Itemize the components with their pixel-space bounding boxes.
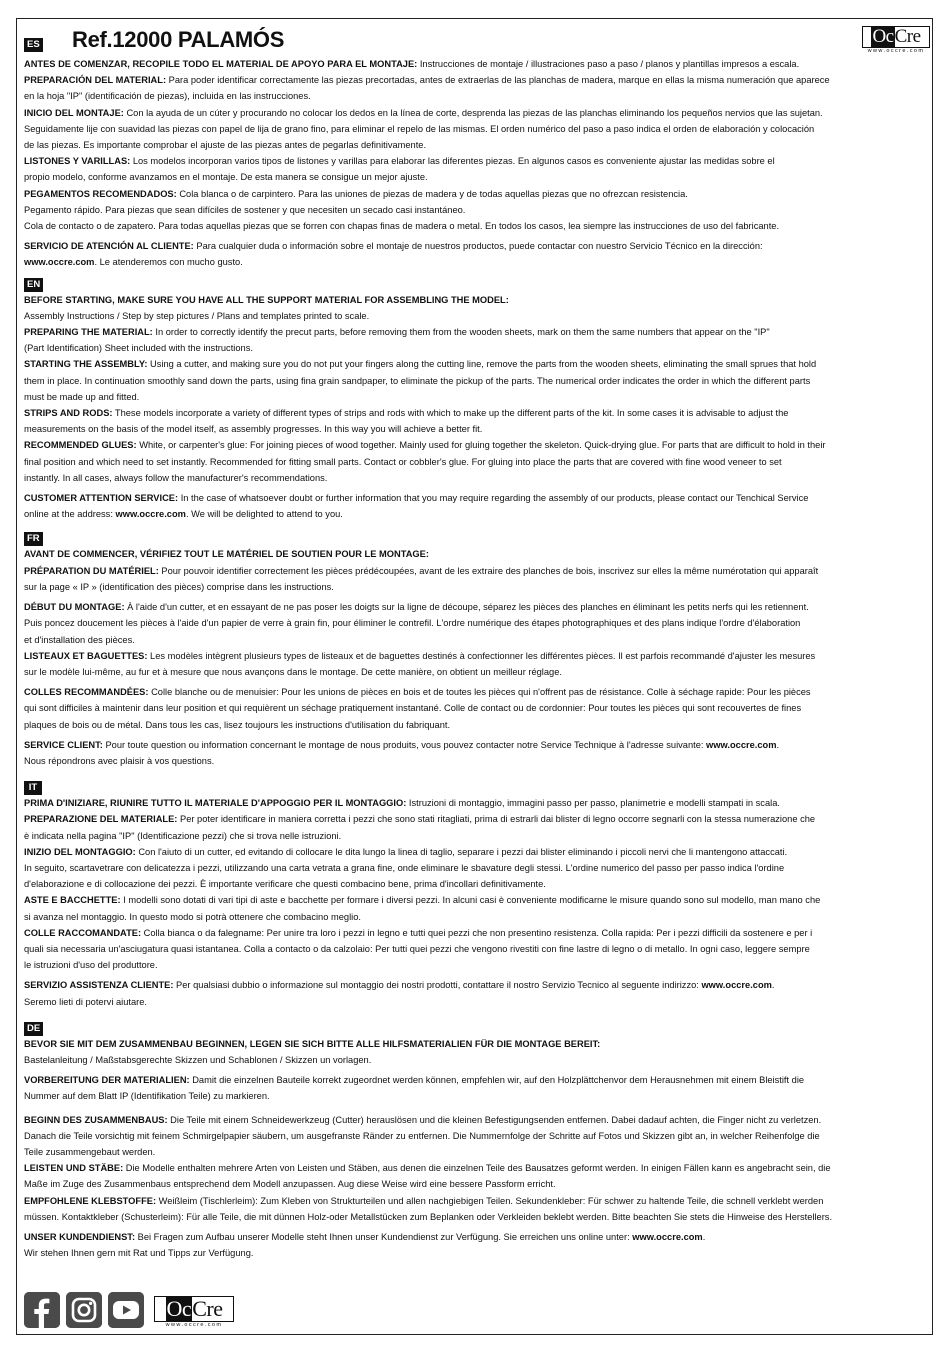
es-service-l2: www.occre.com. Le atenderemos con mucho gusto. — [24, 257, 243, 268]
it-support-material: PRIMA D'INIZIARE, RIUNIRE TUTTO IL MATERIALE D'APPOGGIO PER IL MONTAGGIO: Istruzioni di montaggio, immagini passo per passo, planimetrie e modelli stampati in scala. — [24, 798, 780, 809]
es-preparation-l2: en la hoja "IP" (identificación de piezas), incluida en las instrucciones. — [24, 91, 311, 102]
en-glues: RECOMMENDED GLUES: White, or carpenter's glue: For joining pieces of wood together. Mainly used for gluing together the skeleton. Quick-drying glue. For parts that are difficult to hold in their — [24, 440, 826, 451]
en-support-material: BEFORE STARTING, MAKE SURE YOU HAVE ALL THE SUPPORT MATERIAL FOR ASSEMBLING THE MODEL: — [24, 294, 509, 305]
document-header — [24, 26, 932, 56]
de-support-material: BEVOR SIE MIT DEM ZUSAMMENBAU BEGINNEN, LEGEN SIE SICH BITTE ALLE HILFSMATERIALIEN FÜR DIE MONTAGE BEREIT: — [24, 1038, 601, 1049]
de-service: UNSER KUNDENDIENST: Bei Fragen zum Aufbau unserer Modelle steht Ihnen unser Kundendienst zur Verfügung. Sie erreichen uns online unter: www.occre.com. — [24, 1232, 706, 1242]
de-start-l3: Teile zusammengebaut werden. — [24, 1146, 156, 1157]
instagram-icon[interactable] — [66, 1292, 102, 1328]
it-start-l2: In seguito, scartavetrare con delicatezza i pezzi, utilizzando una carta vetrata a grana fine, onde eliminare le sbavature degli stessi. L'ordine numerico del passo per passo indica l'ordine — [24, 862, 785, 873]
fr-strips-l2: sur le modèle lui-même, au fur et à mesure que nous avançons dans le montage. De cette manière, on obtient un meilleur réglage. — [24, 666, 562, 677]
lang-tag-de: DE — [24, 1022, 43, 1036]
en-glues-l2: final position and which need to set instantly. Recommended for fitting small parts. Contact or cobbler's glue. For gluing into place the parts that are covered with fine wood veneer to set — [24, 456, 782, 467]
document-title: Ref.12000 PALAMÓS — [72, 27, 285, 52]
section-es — [24, 56, 932, 271]
es-glues: PEGAMENTOS RECOMENDADOS: Cola blanca o de carpintero. Para las uniones de piezas de madera y de todas aquellas piezas que no ofrezcan resistencia. — [24, 188, 688, 199]
it-start-l3: d'elaborazione e di collocazione dei pezzi. È importante verificare che questi combacino bene, prima d'incollari definitivamente. — [24, 879, 546, 890]
en-service-l2: online at the address: www.occre.com. We will be delighted to attend to you. — [24, 509, 343, 520]
es-service: SERVICIO DE ATENCIÓN AL CLIENTE: Para cualquier duda o información sobre el montaje de nuestros productos, puede contactar con nuestro Servicio Técnico en la dirección: — [24, 241, 763, 252]
de-service-l2: Wir stehen Ihnen gern mit Rat und Tipps zur Verfügung. — [24, 1248, 254, 1259]
footer-logo-cre: Cre — [192, 1296, 223, 1321]
es-strips: LISTONES Y VARILLAS: Los modelos incorporan varios tipos de listones y varillas para elaborar las diferentes piezas. En algunos casos es conveniente ajustar las medidas sobre el — [24, 156, 775, 167]
fr-preparation-l2: sur la page « IP » (identification des pièces) comprise dans les instructions. — [24, 581, 334, 592]
it-glues: COLLE RACCOMANDATE: Colla bianca o da falegname: Per unire tra loro i pezzi in legno e tutti quei pezzi che non presentino resistenza. Colla rapida: Per i pezzi difficili da sostenere e per i — [24, 927, 813, 938]
section-fr — [24, 546, 932, 769]
de-start-l2: Danach die Teile vorsichtig mit feinem Schmirgelpapier säubern, um ausgefranste Ränder zu entfernen. Die Nummernfolge der Schritte auf Fotos und Skizzen gibt an, in welcher Reihenfolge die — [24, 1130, 820, 1141]
section-en — [24, 292, 932, 523]
it-preparation: PREPARAZIONE DEL MATERIALE: Per poter identificare in maniera corretta i pezzi che sono stati ritagliati, prima di estrarli dai blister di legno occorre segnarli con la stessa numerazione che — [24, 814, 816, 825]
section-it — [24, 795, 932, 1010]
en-strips: STRIPS AND RODS: These models incorporate a variety of different types of strips and rods with which to make up the different parts of the kit. In some cases it is advisable to adjust the — [24, 408, 789, 419]
facebook-icon[interactable] — [24, 1292, 60, 1328]
occre-footer-logo — [154, 1296, 234, 1328]
it-glues-l3: le istruzioni d'uso del produttore. — [24, 960, 158, 971]
fr-start-l2: Puis poncez doucement les pièces à l'aide d'un papier de verre à grain fin, pour éliminer le contrefil. L'ordre numérique des étapes photographiques et des plans indique l'ordre d'élaboration — [24, 618, 801, 629]
fr-glues-l2: qui sont difficiles à maintenir dans leur position et qui requièrent un séchage pratiquement instantané. Colle de contact ou de cordonnier: Pour toutes les pièces qui sont recouvertes de fines — [24, 703, 802, 714]
it-service-l2: Seremo lieti di potervi aiutare. — [24, 996, 147, 1007]
it-service: SERVIZIO ASSISTENZA CLIENTE: Per qualsiasi dubbio o informazione sul montaggio dei nostri prodotti, contattare il nostro Servizio Tecnico al seguente indirizzo: www.occre.com. — [24, 980, 775, 991]
lang-tag-en: EN — [24, 278, 43, 292]
de-start: BEGINN DES ZUSAMMENBAUS: Die Teile mit einem Schneidewerkzeug (Cutter) herauslösen und die kleinen Befestigungsenden entfernen. Dabei dadauf achten, die Finger nicht zu verletzen. — [24, 1114, 822, 1125]
fr-start: DÉBUT DU MONTAGE: À l'aide d'un cutter, et en essayant de ne pas poser les doigts sur la ligne de découpe, séparez les pièces des planches en éliminant les petits nerfs qui les retiennent. — [24, 602, 809, 613]
es-strips-l2: propio modelo, conforme avanzamos en el montaje. De esta manera se consigue un mejor ajuste. — [24, 172, 428, 183]
es-start: INICIO DEL MONTAJE: Con la ayuda de un cúter y procurando no colocar los dedos en la línea de corte, desprenda las piezas de las planchas eliminando los pequeños nervios que las sujetan. — [24, 107, 823, 118]
logo-oc: Oc — [872, 26, 894, 47]
en-start-l2: them in place. In continuation smoothly sand down the parts, using fina grain sandpaper, to eliminate the pickup of the parts. The numerical order indicates the order in which the different parts — [24, 375, 811, 386]
de-strips-l2: Maße im Zuge des Zusammenbaus entsprechend dem Modell anzupassen. Aug diese Weise wird eine bessere Passform erricht. — [24, 1179, 556, 1190]
lang-tag-es-header: ES — [24, 38, 43, 52]
fr-preparation: PRÉPARATION DU MATÉRIEL: Pour pouvoir identifier correctement les pièces prédécoupées, avant de les extraire des planches de bois, inscrivez sur elles la même numérotation qui apparaît — [24, 565, 819, 576]
lang-tag-it: IT — [24, 781, 42, 795]
footer-logo-url: www.occre.com — [165, 1322, 223, 1328]
en-strips-l2: measurements on the basis of the model itself, as assembly progresses. In this way you will achieve a better fit. — [24, 424, 483, 435]
youtube-icon[interactable] — [108, 1292, 144, 1328]
section-de — [24, 1036, 932, 1262]
fr-service-l2: Nous répondrons avec plaisir à vos questions. — [24, 755, 215, 766]
it-preparation-l2: è indicata nella pagina "IP" (Identificazione pezzi) che si trova nelle istruzioni. — [24, 830, 342, 841]
it-strips: ASTE E BACCHETTE: I modelli sono dotati di vari tipi di aste e bacchette per formare i diversi pezzi. In alcuni casi è conveniente modificarne le misure quando sono sul modello, man mano che — [24, 895, 821, 906]
de-glues: EMPFOHLENE KLEBSTOFFE: Weißleim (Tischlerleim): Zum Kleben von Strukturteilen und allen nachgiebigen Teilen. Sekundenkleber: Für schwer zu haltende Teile, die schnell verklebt werden — [24, 1195, 824, 1206]
de-preparation-l2: Nummer auf dem Blatt IP (Identifikation Teile) zu markieren. — [24, 1091, 270, 1102]
de-glues-l2: müssen. Kontaktkleber (Schusterleim): Für alle Teile, die mit dünnen Holz-oder Metallstücken zum Beplanken oder Verkleiden beklebt werden. Bitte beachten Sie stets die Hinweise des Herstellers. — [24, 1211, 833, 1222]
fr-glues-l3: plaques de bois ou de métal. Dans tous les cas, lisez toujours les instructions d'utilisation du fabriquant. — [24, 719, 451, 730]
de-preparation: VORBEREITUNG DER MATERIALIEN: Damit die einzelnen Bauteile korrekt zugeordnet werden können, empfehlen wir, auf den Holzplättchenvor dem Herausnehmen mit einem Bleistift die — [24, 1075, 805, 1086]
it-glues-l2: quali sia necessaria un'asciugatura quasi istantanea. Colla a contacto o da calzolaio: Per tutti quei pezzi che vengono rivestiti con fine lastre di legno o di metallo. In ogni caso, leggere sempre — [24, 943, 810, 954]
fr-start-l3: et d'installation des pièces. — [24, 634, 135, 645]
document-body — [24, 26, 932, 1261]
es-glues-l3: Cola de contacto o de zapatero. Para todas aquellas piezas que se forren con chapas finas de madera o metal. En todos los casos, lea siempre las instrucciones de uso del fabricante. — [24, 221, 780, 232]
en-preparation-l2: (Part Identification) Sheet included with the instructions. — [24, 343, 253, 354]
logo-url: www.occre.com — [867, 48, 925, 54]
occre-logo — [862, 26, 930, 54]
footer-logo-oc: Oc — [166, 1296, 192, 1321]
lang-tag-fr: FR — [24, 532, 43, 546]
es-start-l2: Seguidamente lije con suavidad las piezas con papel de lija de grano fino, para eliminar el repelo de las mismas. El orden numérico del paso a paso indica el orden de elaboración y colocación — [24, 123, 815, 134]
de-support-material-l2: Bastelanleitung / Maßstabsgerechte Skizzen und Schablonen / Skizzen un vorlagen. — [24, 1054, 372, 1065]
fr-service: SERVICE CLIENT: Pour toute question ou information concernant le montage de nous produits, vous pouvez contacter notre Service Technique à l'adresse suivante: www.occre.com. — [24, 739, 780, 750]
es-support-material: ANTES DE COMENZAR, RECOPILE TODO EL MATERIAL DE APOYO PARA EL MONTAJE: Instrucciones de montaje / illustraciones paso a paso / planos y plantillas impresos a escala. — [24, 59, 800, 69]
de-strips: LEISTEN UND STÄBE: Die Modelle enthalten mehrere Arten von Leisten und Stäben, aus denen die einzelnen Teile des Bausatzes geformt werden. In einigen Fällen kann es angebracht sein, die — [24, 1163, 831, 1174]
en-service: CUSTOMER ATTENTION SERVICE: In the case of whatsoever doubt or further information that you may require regarding the assembly of our products, please contact our Tenchical Service — [24, 493, 809, 504]
logo-cre: Cre — [894, 26, 921, 47]
es-preparation: PREPARACIÓN DEL MATERIAL: Para poder identificar correctamente las piezas precortadas, antes de extraerlas de las planchas de madera, marque en ellas la misma numeración que aparece — [24, 75, 830, 86]
fr-support-material: AVANT DE COMMENCER, VÉRIFIEZ TOUT LE MATÉRIEL DE SOUTIEN POUR LE MONTAGE: — [24, 549, 429, 560]
en-start-l3: must be made up and fitted. — [24, 391, 140, 402]
it-start: INIZIO DEL MONTAGGIO: Con l'aiuto di un cutter, ed evitando di collocare le dita lungo la linea di taglio, separare i pezzi dai blister eliminando i piccoli nervi che li mantengono attaccati. — [24, 846, 788, 857]
fr-glues: COLLES RECOMMANDÉES: Colle blanche ou de menuisier: Pour les unions de pièces en bois et de toutes les pièces qui n'offrent pas de résistance. Colle à séchage rapide: Pour les pièces — [24, 687, 811, 698]
fr-strips: LISTEAUX ET BAGUETTES: Les modèles intègrent plusieurs types de listeaux et de baguettes destinés à confectionner les différentes pièces. Il est parfois recommandé d'ajuster les mesures — [24, 650, 816, 661]
es-glues-l2: Pegamento rápido. Para piezas que sean difíciles de sostener y que necesiten un secado casi instantáneo. — [24, 204, 466, 215]
it-strips-l2: si avanza nel montaggio. In questo modo si potrà ottenere che combacino meglio. — [24, 911, 361, 922]
es-start-l3: de las piezas. Es importante comprobar el ajuste de las piezas antes de pegarlas definitivamente. — [24, 140, 427, 151]
en-preparation: PREPARING THE MATERIAL: In order to correctly identify the precut parts, before removing them from the wooden sheets, mark on them the same numbers that appear on the "IP" — [24, 327, 770, 338]
en-support-material-l2: Assembly Instructions / Step by step pictures / Plans and templates printed to scale. — [24, 310, 370, 321]
en-glues-l3: instantly. In all cases, always follow the manufacturer's recommendations. — [24, 472, 328, 483]
en-start: STARTING THE ASSEMBLY: Using a cutter, and making sure you do not put your fingers along the cutting line, remove the parts from the wooden sheets, eliminating the small sprues that hold — [24, 359, 817, 370]
